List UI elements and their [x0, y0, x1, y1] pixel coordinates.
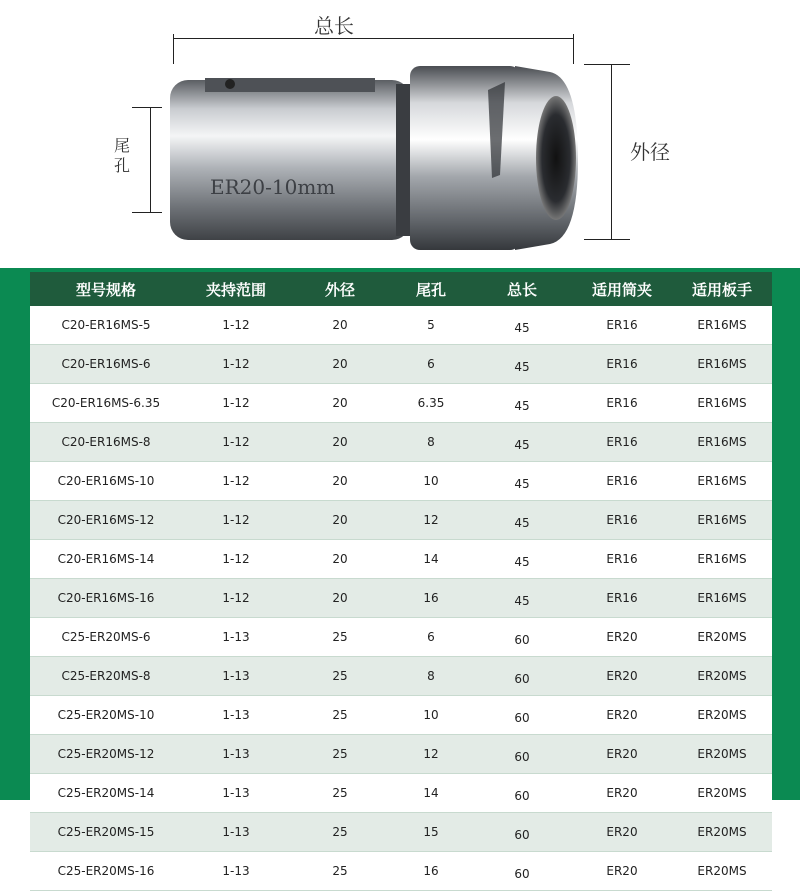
- table-cell: 10: [390, 462, 472, 501]
- total-length-label: 总长: [314, 14, 354, 38]
- table-cell: ER20MS: [672, 696, 772, 735]
- table-cell: ER16: [572, 345, 672, 384]
- table-row: [30, 657, 772, 696]
- spec-table-container: [30, 272, 772, 881]
- table-cell: 25: [290, 696, 390, 735]
- table-cell: 5: [390, 306, 472, 345]
- table-cell: ER16: [572, 306, 672, 345]
- column-header: 尾孔: [390, 272, 472, 306]
- table-cell: 6: [390, 618, 472, 657]
- table-cell: 60: [472, 852, 572, 891]
- table-row: [30, 306, 772, 345]
- table-cell: ER20MS: [672, 813, 772, 852]
- table-cell: C20-ER16MS-6: [30, 345, 182, 384]
- table-cell: 1-13: [182, 657, 290, 696]
- table-cell: ER16: [572, 540, 672, 579]
- tail-hole-label: 尾孔: [113, 136, 130, 175]
- table-cell: 1-12: [182, 345, 290, 384]
- table-cell: ER20MS: [672, 618, 772, 657]
- table-header-row: [30, 272, 772, 306]
- product-image-area: [0, 0, 800, 268]
- column-header: 适用筒夹: [572, 272, 672, 306]
- table-cell: 60: [472, 774, 572, 813]
- table-cell: C20-ER16MS-12: [30, 501, 182, 540]
- table-cell: 45: [472, 423, 572, 462]
- table-row: [30, 540, 772, 579]
- table-cell: ER20: [572, 696, 672, 735]
- table-row: [30, 501, 772, 540]
- table-cell: ER20MS: [672, 774, 772, 813]
- table-cell: ER16MS: [672, 345, 772, 384]
- table-row: [30, 423, 772, 462]
- table-cell: 10: [390, 696, 472, 735]
- table-cell: 45: [472, 501, 572, 540]
- table-cell: 20: [290, 462, 390, 501]
- table-row: [30, 774, 772, 813]
- table-row: [30, 813, 772, 852]
- table-cell: 14: [390, 540, 472, 579]
- table-cell: 25: [290, 774, 390, 813]
- table-cell: 15: [390, 813, 472, 852]
- table-cell: 45: [472, 384, 572, 423]
- column-header: 外径: [290, 272, 390, 306]
- table-cell: 45: [472, 462, 572, 501]
- table-cell: 1-13: [182, 852, 290, 891]
- column-header: 夹持范围: [182, 272, 290, 306]
- table-cell: 25: [290, 657, 390, 696]
- table-cell: 16: [390, 852, 472, 891]
- table-cell: 6: [390, 345, 472, 384]
- table-cell: 1-12: [182, 579, 290, 618]
- table-cell: 20: [290, 306, 390, 345]
- table-cell: C25-ER20MS-10: [30, 696, 182, 735]
- table-cell: ER20: [572, 618, 672, 657]
- table-cell: 1-12: [182, 462, 290, 501]
- table-cell: 45: [472, 579, 572, 618]
- table-cell: 6.35: [390, 384, 472, 423]
- table-cell: 20: [290, 540, 390, 579]
- table-cell: C20-ER16MS-10: [30, 462, 182, 501]
- table-cell: 16: [390, 579, 472, 618]
- table-cell: 60: [472, 618, 572, 657]
- spec-table: [30, 272, 772, 891]
- table-cell: ER16MS: [672, 384, 772, 423]
- table-cell: 60: [472, 696, 572, 735]
- table-cell: 14: [390, 774, 472, 813]
- table-cell: ER16: [572, 501, 672, 540]
- table-cell: C25-ER20MS-15: [30, 813, 182, 852]
- table-cell: 60: [472, 813, 572, 852]
- table-cell: ER20: [572, 735, 672, 774]
- table-body: [30, 306, 772, 891]
- table-cell: 60: [472, 657, 572, 696]
- table-cell: C25-ER20MS-12: [30, 735, 182, 774]
- table-cell: 25: [290, 618, 390, 657]
- table-cell: 25: [290, 852, 390, 891]
- table-cell: C20-ER16MS-5: [30, 306, 182, 345]
- table-cell: ER20: [572, 852, 672, 891]
- table-cell: ER16MS: [672, 306, 772, 345]
- table-cell: 25: [290, 735, 390, 774]
- table-cell: 45: [472, 540, 572, 579]
- table-cell: ER16MS: [672, 540, 772, 579]
- table-cell: ER20MS: [672, 852, 772, 891]
- table-cell: 1-12: [182, 501, 290, 540]
- table-cell: C20-ER16MS-14: [30, 540, 182, 579]
- table-cell: 20: [290, 579, 390, 618]
- table-cell: 1-13: [182, 735, 290, 774]
- table-cell: ER20MS: [672, 735, 772, 774]
- table-cell: 20: [290, 345, 390, 384]
- table-cell: 45: [472, 306, 572, 345]
- table-cell: C20-ER16MS-16: [30, 579, 182, 618]
- table-cell: ER16MS: [672, 423, 772, 462]
- table-cell: 20: [290, 384, 390, 423]
- table-cell: C25-ER20MS-8: [30, 657, 182, 696]
- table-row: [30, 852, 772, 891]
- table-cell: C25-ER20MS-16: [30, 852, 182, 891]
- table-cell: ER20: [572, 813, 672, 852]
- table-cell: 1-12: [182, 423, 290, 462]
- table-row: [30, 462, 772, 501]
- table-cell: 20: [290, 423, 390, 462]
- table-cell: 12: [390, 501, 472, 540]
- table-cell: 8: [390, 423, 472, 462]
- table-cell: 45: [472, 345, 572, 384]
- table-cell: ER16MS: [672, 501, 772, 540]
- table-cell: 12: [390, 735, 472, 774]
- table-cell: ER16MS: [672, 579, 772, 618]
- table-cell: C25-ER20MS-14: [30, 774, 182, 813]
- table-cell: 60: [472, 735, 572, 774]
- table-cell: 1-13: [182, 813, 290, 852]
- table-cell: 1-12: [182, 384, 290, 423]
- table-cell: C20-ER16MS-8: [30, 423, 182, 462]
- column-header: 适用板手: [672, 272, 772, 306]
- column-header: 总长: [472, 272, 572, 306]
- table-cell: 1-12: [182, 540, 290, 579]
- table-cell: 20: [290, 501, 390, 540]
- table-row: [30, 618, 772, 657]
- table-cell: ER16: [572, 384, 672, 423]
- table-cell: 1-13: [182, 696, 290, 735]
- table-cell: 8: [390, 657, 472, 696]
- table-cell: 1-13: [182, 774, 290, 813]
- table-cell: ER20MS: [672, 657, 772, 696]
- table-row: [30, 384, 772, 423]
- table-cell: ER16: [572, 579, 672, 618]
- table-cell: ER16: [572, 462, 672, 501]
- table-cell: 1-12: [182, 306, 290, 345]
- table-cell: 1-13: [182, 618, 290, 657]
- table-row: [30, 579, 772, 618]
- column-header: 型号规格: [30, 272, 182, 306]
- outer-diameter-label: 外径: [630, 140, 670, 164]
- table-cell: C20-ER16MS-6.35: [30, 384, 182, 423]
- table-cell: ER20: [572, 657, 672, 696]
- collet-chuck-illustration: [0, 0, 800, 268]
- table-row: [30, 345, 772, 384]
- table-cell: C25-ER20MS-6: [30, 618, 182, 657]
- table-cell: 25: [290, 813, 390, 852]
- table-row: [30, 735, 772, 774]
- table-cell: ER16: [572, 423, 672, 462]
- table-cell: ER16MS: [672, 462, 772, 501]
- table-row: [30, 696, 772, 735]
- table-cell: ER20: [572, 774, 672, 813]
- engraving-text: ER20-10mm: [210, 175, 336, 199]
